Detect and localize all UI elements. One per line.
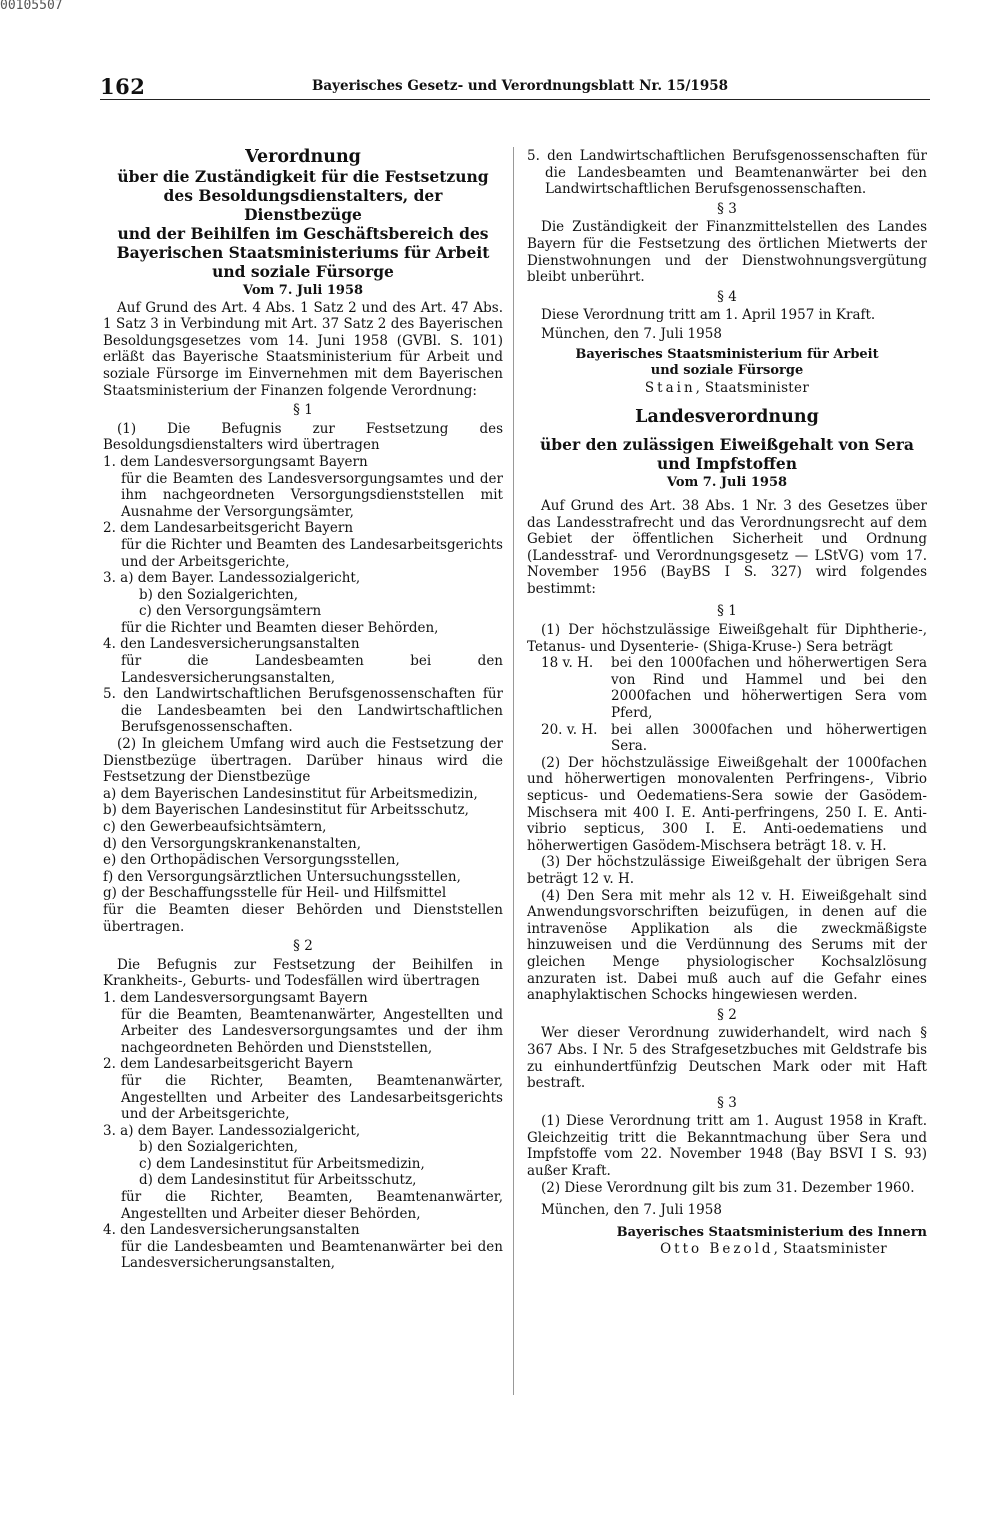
list-item: c) dem Landesinstitut für Arbeitsmedizin,: [139, 1155, 425, 1172]
list-item: 2. dem Landesarbeitsgericht Bayern: [103, 520, 354, 537]
ordinance-subtitle-line: und soziale Fürsorge: [212, 262, 394, 281]
paragraph: (2) In gleichem Umfang wird auch die Festsetzung der Dienstbezüge übertragen. Darüber hinaus wird die Festsetzung der Dienstbezüge: [103, 736, 503, 786]
paragraph: Wer dieser Verordnung zuwiderhandelt, wird nach § 367 Abs. I Nr. 5 des Strafgesetzbuches mit Geldstrafe bis zu einhundertfünfzig Deutschen Mark oder mit Haft bestraft.: [527, 1025, 927, 1092]
list-item-detail: für die Beamten, Beamtenanwärter, Angestellten und Arbeiter des Landesversorgungsamtes und der ihm nachgeordneten Behörden und Dienststellen,: [121, 1006, 503, 1056]
ordinance-subtitle-line: des Besoldungsdienstalters, der Dienstbezüge: [163, 186, 443, 224]
list-item: g) der Beschaffungsstelle für Heil- und Hilfsmittel: [103, 885, 447, 902]
percentage-row: [527, 655, 927, 721]
place-date: München, den 7. Juli 1958: [541, 325, 722, 342]
paragraph: (1) Der höchstzulässige Eiweißgehalt für Diphtherie-, Tetanus- und Dysenterie- (Shiga-Kruse-) Sera beträgt: [527, 622, 927, 655]
paragraph: Diese Verordnung tritt am 1. April 1957 in Kraft.: [541, 307, 876, 324]
list-item: 4. den Landesversicherungsanstalten: [103, 636, 360, 653]
percentage-condition: bei allen 3000fachen und höherwertigen Sera.: [611, 721, 927, 755]
paragraph: Die Befugnis zur Festsetzung der Beihilfen in Krankheits-, Geburts- und Todesfällen wird übertragen: [103, 956, 503, 990]
ordinance-title: Landesverordnung: [635, 407, 819, 428]
section-heading: § 1: [717, 603, 737, 620]
section-heading: § 2: [293, 938, 313, 955]
ordinance-date: Vom 7. Juli 1958: [242, 283, 364, 298]
archive-edge-mark: 00105507: [0, 0, 63, 12]
list-item: b) dem Bayerischen Landesinstitut für Arbeitsschutz,: [103, 802, 469, 819]
list-item-detail: für die Landesbeamten und Beamtenanwärter bei den Landesversicherungsanstalten,: [121, 1238, 503, 1272]
paragraph: für die Beamten dieser Behörden und Dienststellen übertragen.: [103, 901, 503, 935]
section-heading: § 4: [717, 288, 737, 305]
percentage-value: 18 v. H.: [541, 655, 594, 672]
place-date: München, den 7. Juli 1958: [541, 1202, 722, 1219]
signatory-name: Otto Bezold: [660, 1241, 774, 1258]
ordinance-subtitle-line: über die Zuständigkeit für die Festsetzung: [117, 167, 489, 186]
section-heading: § 2: [717, 1006, 737, 1023]
paragraph: (2) Der höchstzulässige Eiweißgehalt der 1000fachen und höherwertigen monovalenten Perfringens-, Vibrio septicus- und Oedematiens-Sera sowie der Gasödem-Mischsera mit 400 I. E. Anti-perfringens, 250 I. E. Anti-vibrio septicus, 300 I. E. Anti-oedematiens und höherwertigen Gasödem-Mischsera beträgt 18. v. H.: [527, 754, 927, 854]
signatory-organization: Bayerisches Staatsministerium des Innern: [616, 1224, 927, 1240]
list-item-detail: für die Richter, Beamten, Beamtenanwärter, Angestellten und Arbeiter dieser Behörden,: [121, 1189, 503, 1222]
list-item: d) dem Landesinstitut für Arbeitsschutz,: [139, 1172, 417, 1189]
list-item: 2. dem Landesarbeitsgericht Bayern: [103, 1056, 354, 1073]
ordinance-title: Verordnung: [245, 147, 361, 167]
list-item-detail: für die Richter und Beamten dieser Behörden,: [121, 619, 439, 636]
paragraph: (3) Der höchstzulässige Eiweißgehalt der übrigen Sera beträgt 12 v. H.: [527, 854, 927, 887]
running-title: Bayerisches Gesetz- und Verordnungsblatt Nr. 15/1958: [312, 78, 729, 94]
signatory: [527, 1241, 927, 1258]
signatory-role: , Staatsminister: [695, 379, 810, 396]
right-column: [527, 148, 927, 1258]
ordinance-subtitle-line: und der Beihilfen im Geschäftsbereich des: [117, 224, 489, 243]
list-item: d) den Versorgungskrankenanstalten,: [103, 835, 361, 852]
list-item: 1. dem Landesversorgungsamt Bayern: [103, 453, 368, 470]
list-item: b) den Sozialgerichten,: [139, 586, 299, 603]
signatory-organization: Bayerisches Staatsministerium für Arbeit: [575, 346, 879, 362]
list-item-detail: für die Richter, Beamten, Beamtenanwärter, Angestellten und Arbeiter des Landesarbeitsgerichts und der Arbeitsgerichte,: [121, 1072, 503, 1123]
paragraph: Die Zuständigkeit der Finanzmittelstellen des Landes Bayern für die Festsetzung des örtlichen Mietwerts der Dienstwohnungen und der Dienstwohnungsvergütung bleibt unberührt.: [527, 219, 927, 286]
list-item-detail: für die Beamten des Landesversorgungsamtes und der ihm nachgeordneten Versorgungsdienststellen mit Ausnahme der Versorgungsämter,: [121, 470, 503, 520]
ordinance-subtitle-line: Bayerischen Staatsministeriums für Arbeit: [116, 243, 490, 262]
header-rule: [100, 99, 930, 100]
paragraph: (1) Diese Verordnung tritt am 1. August 1958 in Kraft. Gleichzeitig tritt die Bekanntmachung über Sera und Impfstoffe vom 22. November 1948 (Bay BSVI I S. 93) außer Kraft.: [527, 1113, 927, 1180]
list-item: f) den Versorgungsärztlichen Untersuchungsstellen,: [103, 868, 461, 885]
list-item: c) den Gewerbeaufsichtsämtern,: [103, 819, 327, 835]
percentage-value: 20. v. H.: [541, 721, 598, 738]
list-item-detail: für die Landesbeamten bei den Landesversicherungsanstalten,: [121, 653, 503, 686]
left-column: [103, 148, 503, 1272]
signatory-name: Stain: [644, 379, 696, 396]
paragraph: (1) Die Befugnis zur Festsetzung des Besoldungsdienstalters wird übertragen: [103, 420, 503, 454]
list-item: 4. den Landesversicherungsanstalten: [103, 1222, 360, 1239]
paragraph: (4) Den Sera mit mehr als 12 v. H. Eiweißgehalt sind Anwendungsvorschriften beizufügen, in denen auf die intravenöse Applikation als die zweckmäßigste hinzuweisen und die Verdünnung des Serums mit der gleichen Menge physiologischer Kochsalzlösung anzuraten ist. Dabei muß auch auf die Gefahr eines anaphylaktischen Schocks hingewiesen werden.: [527, 887, 927, 1004]
list-item: 5. den Landwirtschaftlichen Berufsgenossenschaften für die Landesbeamten bei den Landwirtschaftlichen Berufsgenossenschaften.: [103, 686, 503, 736]
signatory-organization: und soziale Fürsorge: [650, 363, 804, 379]
page-number: 162: [100, 74, 146, 99]
list-item-detail: für die Richter und Beamten des Landesarbeitsgerichts und der Arbeitsgerichte,: [121, 536, 503, 570]
signatory-role: , Staatsminister: [773, 1241, 887, 1258]
ordinance-subtitle-line: und Impfstoffen: [656, 454, 797, 474]
list-item: e) den Orthopädischen Versorgungsstellen,: [103, 852, 400, 869]
list-item: 1. dem Landesversorgungsamt Bayern: [103, 989, 368, 1006]
preamble: Auf Grund des Art. 4 Abs. 1 Satz 2 und des Art. 47 Abs. 1 Satz 3 in Verbindung mit Art. 37 Satz 2 des Bayerischen Besoldungsgesetzes vom 14. Juni 1958 (GVBl. S. 101) erläßt das Bayerische Staatsministerium für Arbeit und soziale Fürsorge im Einvernehmen mit dem Bayerischen Staatsministerium der Finanzen folgende Verordnung:: [103, 299, 503, 399]
signatory: [527, 380, 927, 397]
list-item: c) den Versorgungsämtern: [139, 603, 322, 620]
ordinance-date: Vom 7. Juli 1958: [666, 475, 788, 491]
list-item: 3. a) dem Bayer. Landessozialgericht,: [103, 570, 361, 587]
percentage-row: [527, 722, 927, 755]
paragraph: (2) Diese Verordnung gilt bis zum 31. Dezember 1960.: [541, 1179, 915, 1196]
list-item: 5. den Landwirtschaftlichen Berufsgenossenschaften für die Landesbeamten und Beamtenanwärter bei den Landwirtschaftlichen Berufsgenossenschaften.: [527, 148, 927, 198]
list-item: a) dem Bayerischen Landesinstitut für Arbeitsmedizin,: [103, 785, 478, 802]
section-heading: § 3: [717, 200, 737, 217]
percentage-condition: bei den 1000fachen und höherwertigen Sera von Rind und Hammel und bei den 2000fachen und höherwertigen Sera vom Pferd,: [611, 655, 927, 722]
list-item: b) den Sozialgerichten,: [139, 1139, 299, 1156]
section-heading: § 3: [717, 1094, 737, 1111]
ordinance-subtitle-line: über den zulässigen Eiweißgehalt von Sera: [540, 435, 914, 455]
section-heading: § 1: [293, 402, 313, 419]
list-item: 3. a) dem Bayer. Landessozialgericht,: [103, 1122, 361, 1139]
preamble: Auf Grund des Art. 38 Abs. 1 Nr. 3 des Gesetzes über das Landesstrafrecht und das Verordnungsrecht auf dem Gebiet der öffentlichen Sicherheit und Ordnung (Landesstraf- und Verordnungsgesetz — LStVG) vom 17. November 1956 (BayBS I S. 327) wird folgendes bestimmt:: [527, 497, 927, 597]
column-divider: [513, 147, 514, 1395]
